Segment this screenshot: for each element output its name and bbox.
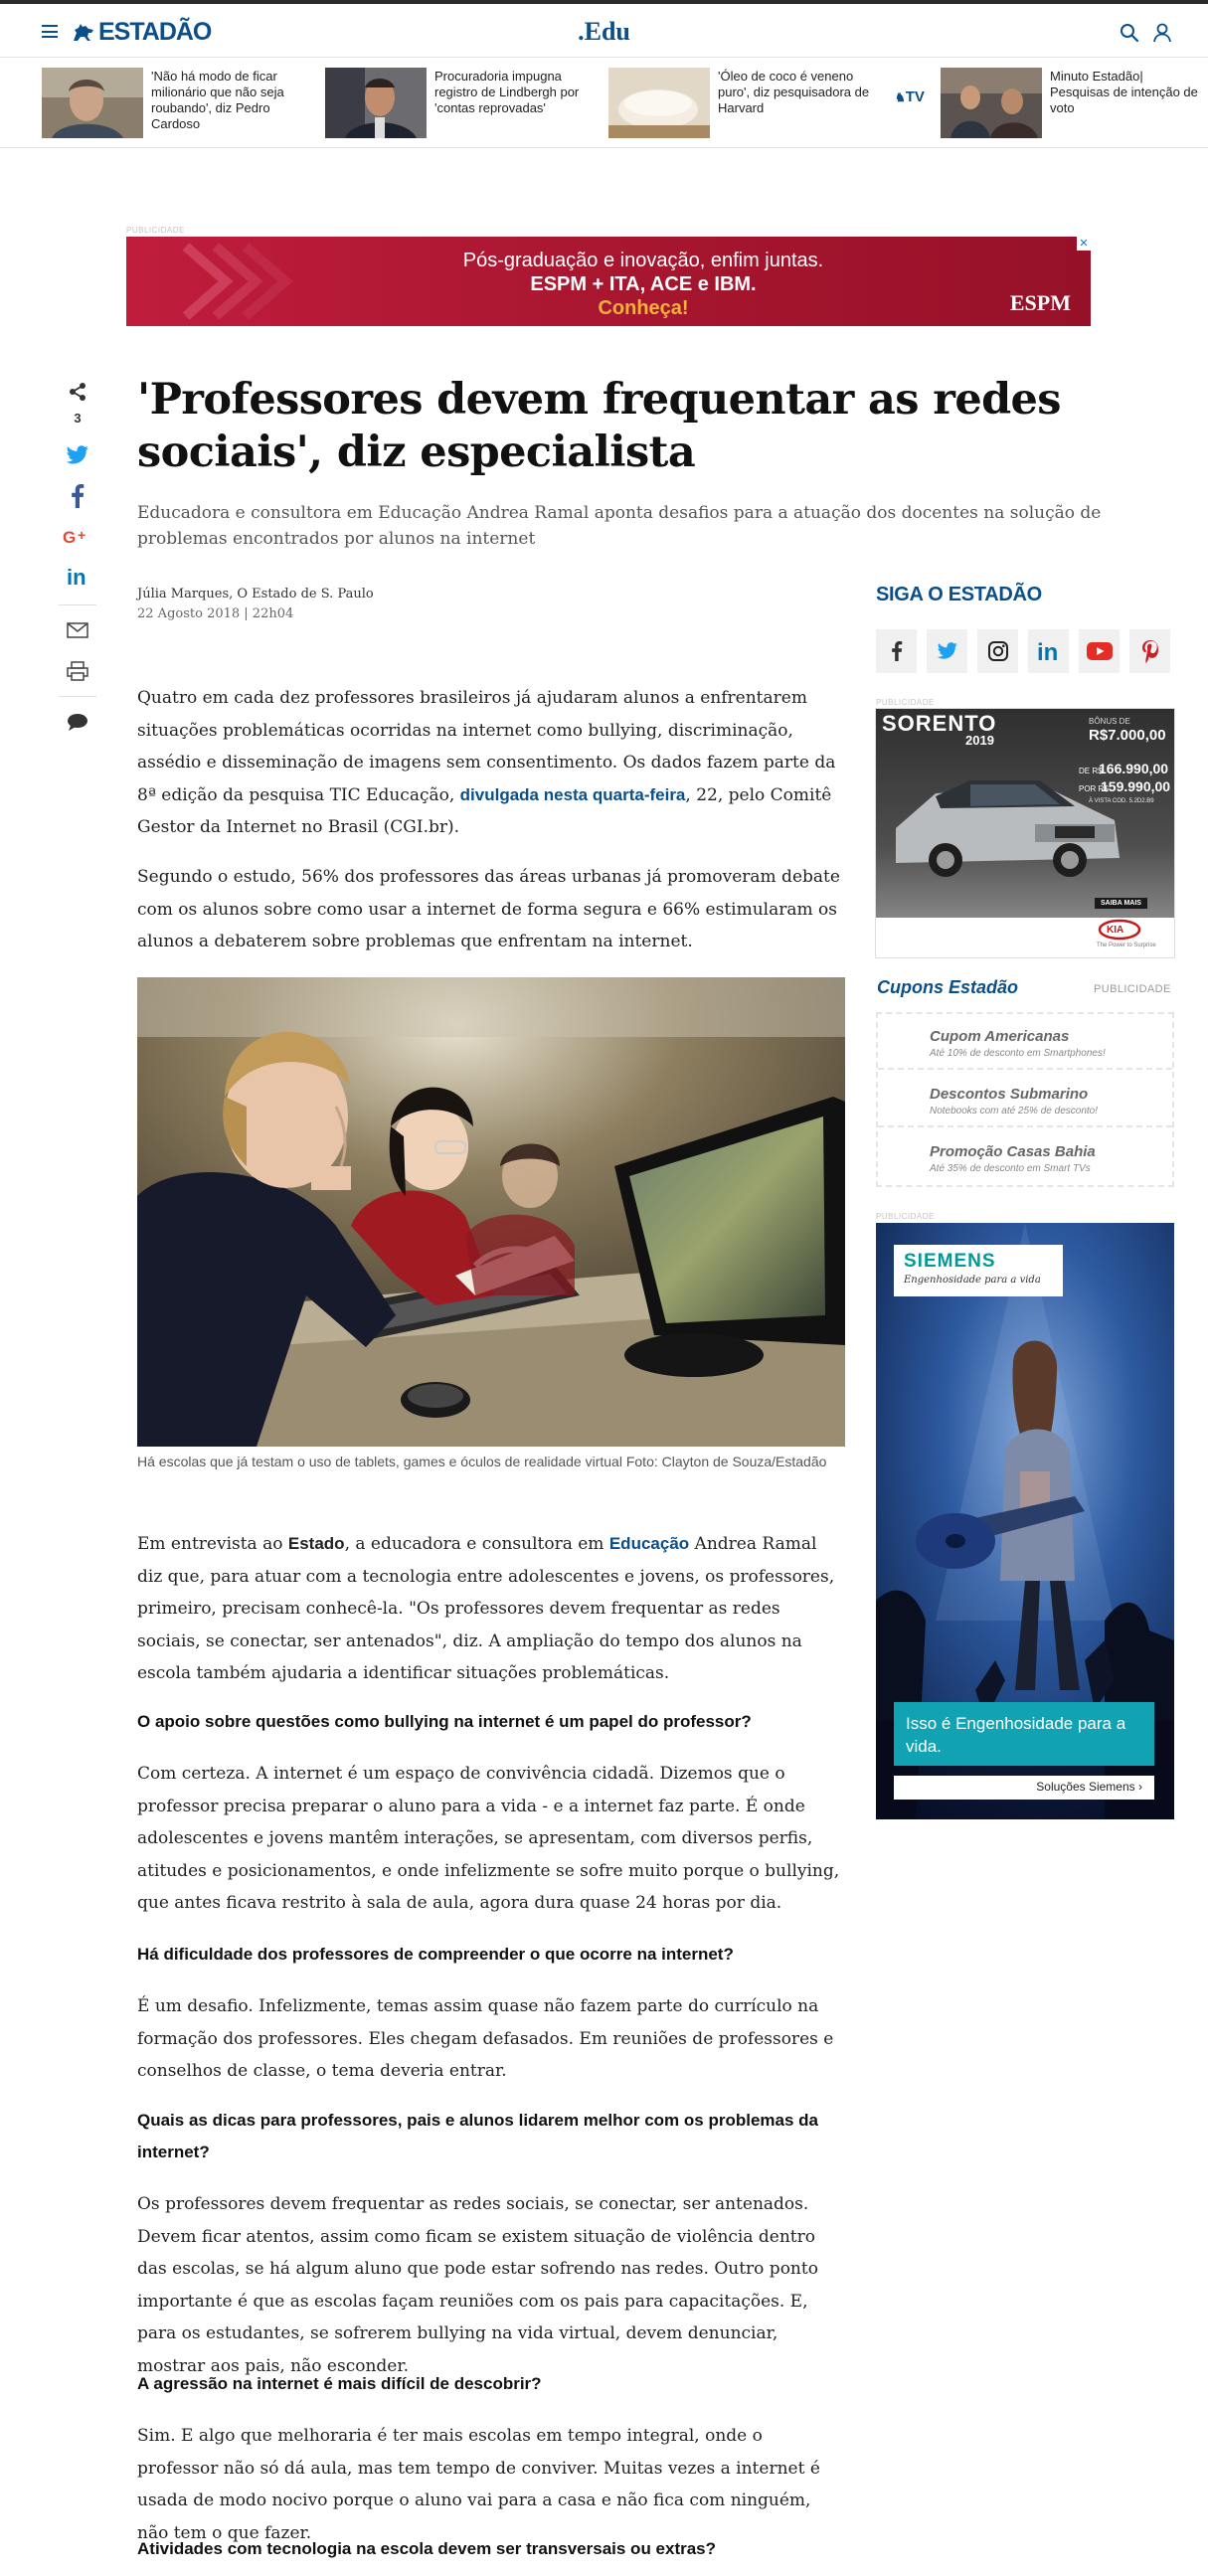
cupon-item[interactable] xyxy=(878,1072,1172,1127)
students-computer-photo xyxy=(137,977,845,1447)
follow-facebook-button[interactable] xyxy=(876,629,917,673)
kia-ad-art xyxy=(876,709,1174,957)
comment-button[interactable] xyxy=(59,704,96,740)
kia-bonus-label: BÔNUS DE xyxy=(1089,717,1130,726)
kia-price-note: À VISTA COD. 5.2D2.B9 xyxy=(1089,798,1154,804)
follow-linkedin-button[interactable] xyxy=(1028,629,1069,673)
cupon-item[interactable] xyxy=(878,1129,1172,1185)
cupons-publicidade-label: PUBLICIDADE xyxy=(1094,983,1171,995)
follow-twitter-button[interactable] xyxy=(927,629,967,673)
brand-name: ESTADÃO xyxy=(98,17,212,46)
svg-text:G: G xyxy=(63,528,77,547)
site-header xyxy=(0,4,1208,58)
kia-model: SORENTO xyxy=(882,711,997,736)
section-title[interactable]: .Edu xyxy=(578,17,630,46)
share-facebook-button[interactable] xyxy=(59,478,96,514)
strip-headline: 'Não há modo de ficar milionário que não seja roubando', diz Pedro Cardoso xyxy=(151,69,284,131)
share-icon[interactable] xyxy=(68,382,87,402)
strip-thumbnail xyxy=(325,68,427,138)
strip-item[interactable] xyxy=(325,68,604,139)
article-paragraph: Segundo o estudo, 56% dos professores das áreas urbanas já promoveram debate com os alunos sobre como usar a internet de forma segura e 66% estimularam os alunos a debaterem sobre problemas que enfrentam na internet. xyxy=(137,867,840,951)
cupon-subtitle: Até 35% de desconto em Smart TVs xyxy=(930,1163,1091,1174)
svg-text:+: + xyxy=(78,527,86,543)
espm-logo: ESPM xyxy=(1009,290,1071,315)
google-plus-icon xyxy=(63,527,92,547)
facebook-icon xyxy=(71,484,85,508)
follow-youtube-button[interactable] xyxy=(1079,629,1120,673)
siemens-tagline: Engenhosidade para a vida xyxy=(904,1275,1041,1286)
user-icon[interactable] xyxy=(1151,22,1173,44)
cupon-title: Cupom Americanas xyxy=(930,1028,1070,1045)
article-subtitle: Educadora e consultora em Educação Andrea Ramal aponta desafios para a atuação dos docentes na solução de problemas encontrados por alunos na internet xyxy=(137,503,1102,549)
article-paragraph: Em entrevista ao Estado, a educadora e consultora em Educação Andrea Ramal diz que, para atuar com a tecnologia entre adolescentes e jovens, os professores, primeiro, precisam conhecê-la. "Os professores devem frequentar as redes sociais, se conectar, ser antenados", diz. A ampliação do tempo dos alunos na escola também ajudaria a identificar situações problemáticas. xyxy=(137,1534,835,1683)
article-date: 22 Agosto 2018 | 22h04 xyxy=(137,606,294,621)
twitter-icon xyxy=(937,642,958,660)
headline-strip xyxy=(0,59,1208,148)
cupon-title: Promoção Casas Bahia xyxy=(930,1143,1096,1160)
share-twitter-button[interactable] xyxy=(59,437,96,473)
facebook-icon xyxy=(891,641,903,661)
kia-sorento-ad[interactable] xyxy=(876,709,1174,957)
article-paragraph: Com certeza. A internet é um espaço de convivência cidadã. Dizemos que o professor precisa preparar o aluno para a vida - e a internet faz parte. É onde adolescentes e jovens mantêm interações, se apresentam, com diversos perfis, atitudes e posicionamentos, e onde infelizmente se sofre muito porque o bullying, que antes ficava restrito à sala de aula, agora dura quase 24 horas por dia. xyxy=(137,1764,840,1913)
article-paragraph: É um desafio. Infelizmente, temas assim quase não fazem parte do currículo na formação dos professores. Eles chegam defasados. Em reuniões de professores e conselhos de classe, o tema deveria entrar. xyxy=(137,1996,834,2081)
comment-icon xyxy=(66,712,89,732)
strip-headline: Procuradoria impugna registro de Lindbergh por 'contas reprovadas' xyxy=(434,69,580,115)
siemens-ad[interactable] xyxy=(876,1223,1174,1819)
instagram-icon xyxy=(987,640,1009,662)
cupons-list xyxy=(876,1012,1174,1187)
share-count: 3 xyxy=(74,411,82,426)
article-paragraph: Quatro em cada dez professores brasileiros já ajudaram alunos a enfrentarem situações problemáticas ocorridas na internet como bullying, discriminação, assédio e disseminação de imagens sem consentimento. Os dados fazem parte da 8ª edição da pesquisa TIC Educação, divulgada nesta quarta-feira, 22, pelo Comitê Gestor da Internet no Brasil (CGI.br). xyxy=(137,688,836,837)
kia-price-to: 159.990,00 xyxy=(1101,778,1171,794)
strip-thumbnail xyxy=(941,68,1042,138)
kia-price-from: 166.990,00 xyxy=(1099,761,1169,776)
ad-line-1: Pós-graduação e inovação, enfim juntas. xyxy=(462,250,824,271)
share-email-button[interactable] xyxy=(59,612,96,648)
svg-text:in: in xyxy=(67,566,86,588)
cupon-subtitle: Até 10% de desconto em Smartphones! xyxy=(930,1048,1106,1059)
email-icon xyxy=(67,622,88,638)
cupons-title[interactable]: Cupons Estadão xyxy=(877,977,1019,997)
article-paragraph: Sim. E algo que melhoraria é ter mais escolas em tempo integral, onde o professor não só dá aula, mas tem tempo de conviver. Muitas vezes a internet é usada de modo nocivo porque o aluno vai para a casa e não fica com ninguém, não tem o que fazer. xyxy=(137,2426,820,2543)
kia-bonus-value: R$7.000,00 xyxy=(1089,727,1166,744)
ad-label: PUBLICIDADE xyxy=(876,698,935,707)
interview-question: Atividades com tecnologia na escola devem ser transversais ou extras? xyxy=(137,2539,717,2558)
share-google-plus-button[interactable] xyxy=(59,519,96,555)
cupon-item[interactable] xyxy=(878,1014,1172,1070)
estadao-tv-badge[interactable]: ♞TV xyxy=(895,88,925,105)
siemens-logo: SIEMENS xyxy=(904,1251,996,1272)
search-icon[interactable] xyxy=(1119,22,1140,44)
linkedin-icon xyxy=(67,566,88,588)
article-title: 'Professores devem frequentar as redes sociais', diz especialista xyxy=(137,375,1061,477)
ad-line-3: Conheça! xyxy=(598,297,689,319)
strip-thumbnail xyxy=(608,68,710,138)
pinterest-icon xyxy=(1141,639,1159,663)
follow-pinterest-button[interactable] xyxy=(1129,629,1170,673)
kia-price-to-label: POR R$ xyxy=(1079,784,1109,793)
article-paragraph: Os professores devem frequentar as redes sociais, se conectar, ser antenados. Devem ficar atentos, assim como ficam se existem situação de violência dentro das escolas, se há algum aluno que pode estar sofrendo nas redes. Outro ponto importante é que as escolas façam reuniões com os pais para capacitações. E, para os estudantes, se sofrerem bullying na vida virtual, devem denunciar, mostrar aos pais, não esconder. xyxy=(137,2194,818,2376)
strip-headline: Minuto Estadão| Pesquisas de intenção de voto xyxy=(1050,69,1198,115)
article-photo[interactable] xyxy=(137,977,845,1447)
print-button[interactable] xyxy=(59,653,96,689)
share-linkedin-button[interactable] xyxy=(59,559,96,595)
inline-link[interactable]: Educação xyxy=(608,1534,690,1553)
kia-tagline: The Power to Surprise xyxy=(1097,943,1156,948)
interview-question: A agressão na internet é mais difícil de descobrir? xyxy=(137,2374,542,2393)
ad-close-icon[interactable]: ✕ xyxy=(1077,237,1091,251)
article-byline: Júlia Marques, O Estado de S. Paulo xyxy=(137,587,374,601)
ad-label: PUBLICIDADE xyxy=(876,1212,935,1221)
siemens-cta-button[interactable]: Soluções Siemens › xyxy=(894,1776,1154,1800)
cupon-title: Descontos Submarino xyxy=(930,1086,1089,1103)
espm-banner-ad[interactable] xyxy=(126,237,1091,326)
inline-link[interactable]: divulgada nesta quarta-feira xyxy=(459,784,686,804)
strip-thumbnail xyxy=(42,68,143,138)
photo-caption: Há escolas que já testam o uso de tablets, games e óculos de realidade virtual Foto: Clayton de Souza/Estadão xyxy=(137,1454,827,1469)
kia-cta-button[interactable]: SAIBA MAIS xyxy=(1095,898,1147,909)
siemens-message-box: Isso é Engenhosidade para a vida. xyxy=(894,1702,1154,1766)
strip-item[interactable] xyxy=(608,68,887,139)
interview-question: Quais as dicas para professores, pais e alunos lidarem melhor com os problemas da internet? xyxy=(137,2111,818,2161)
print-icon xyxy=(67,661,88,681)
follow-title: SIGA O ESTADÃO xyxy=(876,584,1042,605)
follow-instagram-button[interactable] xyxy=(977,629,1018,673)
linkedin-icon xyxy=(1036,639,1062,663)
strip-item[interactable] xyxy=(42,68,320,139)
kia-logo: KIA xyxy=(1107,925,1124,936)
twitter-icon xyxy=(66,445,89,465)
cupon-subtitle: Notebooks com até 25% de desconto! xyxy=(930,1106,1098,1116)
strip-item[interactable] xyxy=(941,68,1208,139)
kia-year: 2019 xyxy=(965,733,994,748)
interview-question: O apoio sobre questões como bullying na internet é um papel do professor? xyxy=(137,1712,752,1731)
kia-price-from-label: DE R$ xyxy=(1079,767,1103,775)
svg-text:in: in xyxy=(1036,639,1058,663)
ad-label: PUBLICIDADE xyxy=(126,226,185,235)
youtube-icon xyxy=(1087,642,1113,660)
interview-question: Há dificuldade dos professores de compreender o que ocorre na internet? xyxy=(137,1945,734,1964)
ad-line-2: ESPM + ITA, ACE e IBM. xyxy=(530,273,757,295)
strip-headline: 'Óleo de coco é veneno puro', diz pesquisadora de Harvard xyxy=(718,69,870,115)
